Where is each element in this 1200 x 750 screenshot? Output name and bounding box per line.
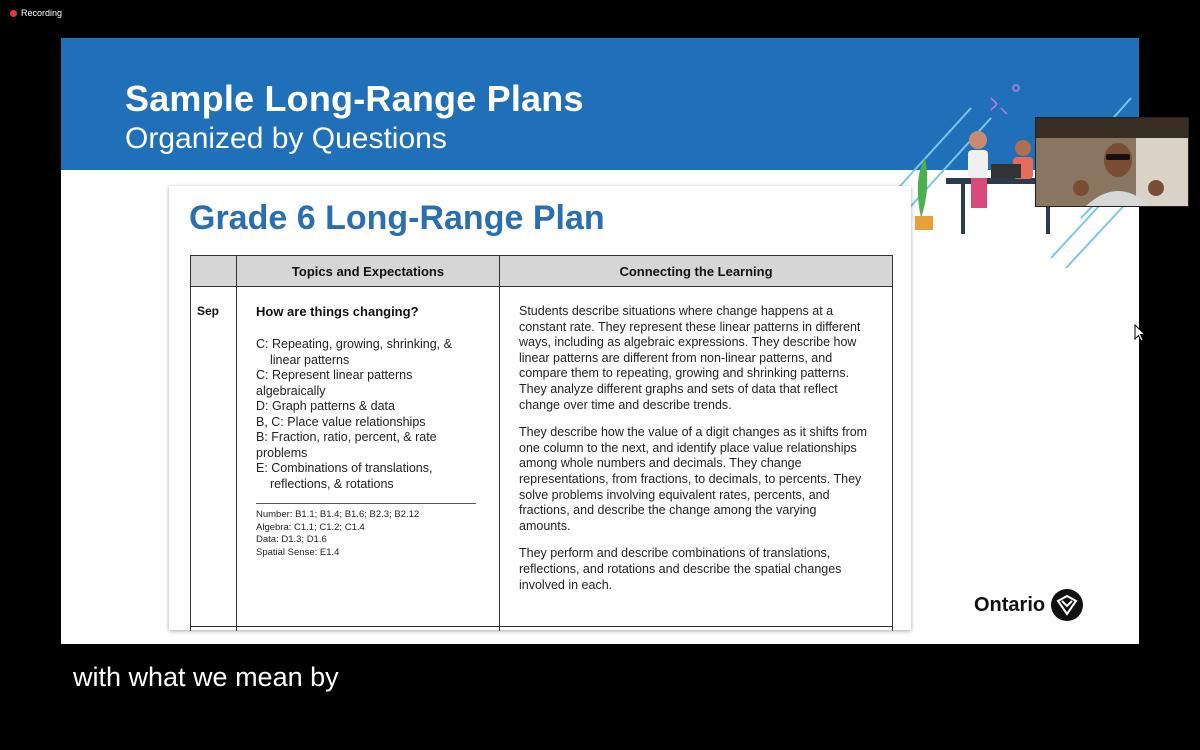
topic-line: C: Repeating, growing, shrinking, & bbox=[256, 337, 452, 351]
column-header-connecting: Connecting the Learning bbox=[500, 256, 892, 287]
mouse-cursor-icon bbox=[1134, 324, 1146, 342]
document-title: Grade 6 Long-Range Plan bbox=[189, 199, 605, 237]
topic-line: algebraically bbox=[256, 383, 326, 398]
topic-line: D: Graph patterns & data bbox=[256, 399, 395, 413]
presenter-video-icon[interactable] bbox=[1035, 117, 1189, 207]
topics-list bbox=[256, 337, 476, 492]
row-month: Sep bbox=[197, 304, 220, 318]
connecting-paragraph: Students describe situations where change happens at a constant rate. They represent these linear patterns in different ways, including as algebraic expressions. They describe how linear patterns are different from non-linear patterns, and compare them to repeating, growing and shrinking patterns. They analyze different graphs and sets of data that reflect change over time and describe trends. bbox=[519, 304, 861, 412]
topic-line: linear patterns bbox=[270, 352, 350, 367]
ontario-logo bbox=[974, 589, 1083, 621]
reference-line: Data: D1.3; D1.6 bbox=[256, 534, 327, 545]
ontario-wordmark: Ontario bbox=[974, 593, 1046, 616]
topic-line: C: Represent linear patterns bbox=[256, 368, 413, 382]
reference-line: Number: B1.1; B1.4; B1.6; B2.3; B2.12 bbox=[256, 509, 420, 520]
topic-line: E: Combinations of translations, bbox=[256, 461, 433, 475]
recording-label: Recording bbox=[21, 8, 63, 18]
connecting-learning-text bbox=[519, 304, 871, 605]
topic-line: problems bbox=[256, 445, 308, 460]
topics-divider bbox=[256, 503, 476, 504]
connecting-paragraph: They describe how the value of a digit changes as it shifts from one column to the next, and identify place value relationships among whole numbers and decimals. They change representations, from fractions, to decimals, to percents. They solve problems involving equivalent rates, percents, and fractions, and describe the change among the varying amounts. bbox=[519, 425, 868, 533]
live-caption: with what we mean by bbox=[73, 662, 339, 692]
long-range-plan-document bbox=[169, 186, 911, 630]
slide-title: Sample Long-Range Plans bbox=[125, 78, 584, 119]
column-header-month bbox=[191, 256, 236, 287]
plan-table bbox=[190, 255, 893, 631]
topic-line: reflections, & rotations bbox=[270, 476, 394, 491]
recording-indicator bbox=[10, 8, 62, 18]
shared-slide bbox=[61, 38, 1139, 644]
trillium-icon bbox=[1051, 589, 1083, 621]
reference-line: Algebra: C1.1; C1.2; C1.4 bbox=[256, 521, 365, 533]
topic-line: B: Fraction, ratio, percent, & rate bbox=[256, 430, 437, 444]
connecting-paragraph: They perform and describe combinations of translations, reflections, and rotations and describe the spatial changes involved in each. bbox=[519, 546, 842, 592]
column-header-topics: Topics and Expectations bbox=[237, 256, 499, 287]
topic-line: B, C: Place value relationships bbox=[256, 414, 426, 429]
row-question: How are things changing? bbox=[256, 304, 419, 319]
recording-dot-icon bbox=[10, 10, 17, 17]
slide-subtitle: Organized by Questions bbox=[125, 122, 447, 155]
curriculum-references bbox=[256, 509, 419, 559]
reference-line: Spatial Sense: E1.4 bbox=[256, 546, 340, 558]
